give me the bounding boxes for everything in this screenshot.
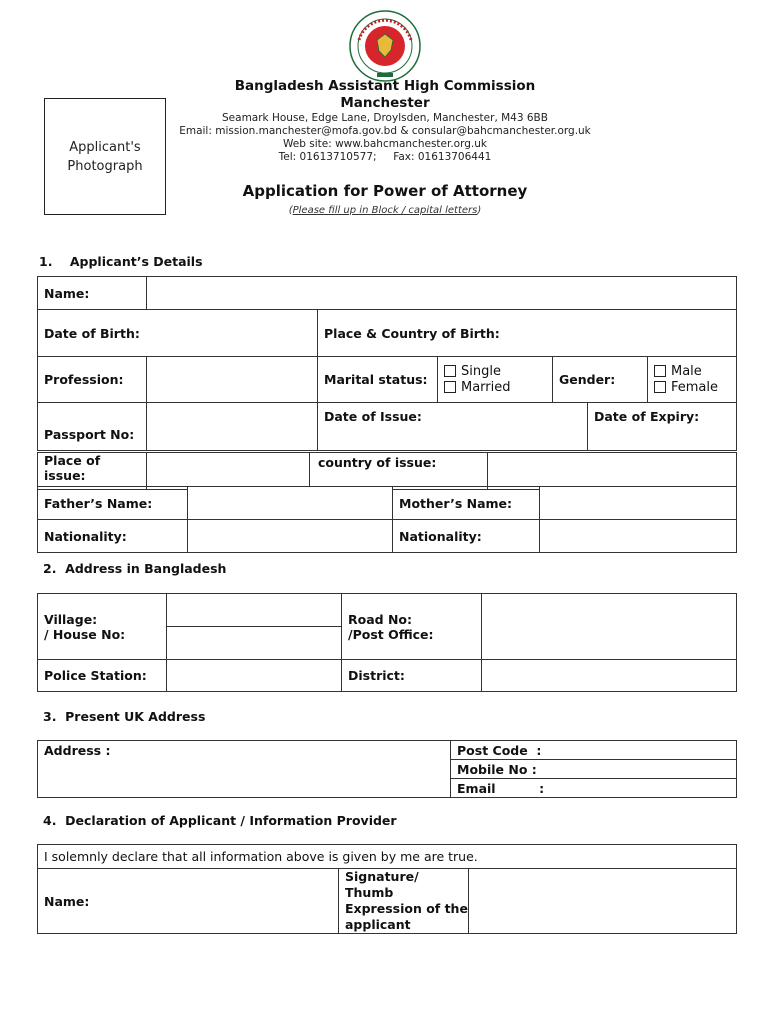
mother-nationality-label: Nationality: — [393, 520, 540, 553]
bangladesh-address-table — [37, 593, 737, 692]
phone-line: Tel: 01613710577; Fax: 01613706441 — [278, 151, 492, 163]
place-country-birth-field[interactable]: Place & Country of Birth: — [318, 310, 737, 357]
gender-options — [648, 357, 737, 403]
mothers-name-input[interactable] — [540, 487, 737, 520]
name-input[interactable] — [147, 277, 737, 310]
name-label: Name: — [38, 277, 147, 310]
father-nationality-label: Nationality: — [38, 520, 188, 553]
fathers-name-input[interactable] — [188, 487, 393, 520]
section3-heading: 3. Present UK Address — [43, 709, 206, 724]
house-no-input[interactable] — [167, 627, 342, 660]
declaration-table — [37, 844, 737, 934]
country-of-issue-label: country of issue: — [310, 453, 488, 490]
organization-contact — [150, 112, 620, 164]
police-station-label: Police Station: — [38, 660, 167, 692]
email-field[interactable]: Email : — [451, 779, 737, 798]
place-of-issue-table — [37, 452, 737, 490]
place-of-issue-label: Place of issue: — [38, 453, 147, 490]
married-checkbox[interactable] — [444, 381, 456, 393]
government-seal-icon — [349, 10, 421, 82]
mothers-name-label: Mother’s Name: — [393, 487, 540, 520]
section4-heading: 4. Declaration of Applicant / Information Provider — [43, 813, 397, 828]
district-label: District: — [342, 660, 482, 692]
form-subtitle: (Please fill up in Block / capital letters) — [288, 205, 482, 216]
mother-nationality-input[interactable] — [540, 520, 737, 553]
form-title: Application for Power of Attorney — [242, 182, 528, 200]
mobile-no-field[interactable]: Mobile No : — [451, 760, 737, 779]
email-line: Email: mission.manchester@mofa.gov.bd & consular@bahcmanchester.org.uk — [179, 125, 591, 137]
signature-input[interactable] — [469, 869, 737, 934]
fathers-name-label: Father’s Name: — [38, 487, 188, 520]
road-post-office-label: Road No: /Post Office: — [342, 594, 482, 660]
dob-field[interactable]: Date of Birth: — [38, 310, 318, 357]
address-line: Seamark House, Edge Lane, Droylsden, Manchester, M43 6BB — [222, 112, 548, 124]
country-of-issue-input[interactable] — [488, 453, 737, 490]
date-of-expiry-field[interactable]: Date of Expiry: — [588, 403, 737, 451]
declarant-name-field[interactable]: Name: — [38, 869, 339, 934]
profession-input[interactable] — [147, 357, 318, 403]
police-station-input[interactable] — [167, 660, 342, 692]
website-line: Web site: www.bahcmanchester.org.uk — [283, 138, 487, 150]
village-input[interactable] — [167, 594, 342, 627]
photo-label-line1: Applicant's — [69, 139, 141, 155]
uk-address-table — [37, 740, 737, 798]
gender-label: Gender: — [553, 357, 648, 403]
marital-status-options — [438, 357, 553, 403]
post-code-field[interactable]: Post Code : — [451, 741, 737, 760]
section1-heading: 1. Applicant’s Details — [39, 254, 203, 269]
male-checkbox[interactable] — [654, 365, 666, 377]
profession-label: Profession: — [38, 357, 147, 403]
female-option[interactable]: Female — [654, 380, 736, 396]
parents-table — [37, 486, 737, 553]
male-option[interactable]: Male — [654, 364, 736, 380]
father-nationality-input[interactable] — [188, 520, 393, 553]
village-house-label: Village: / House No: — [38, 594, 167, 660]
uk-address-field[interactable]: Address : — [38, 741, 451, 798]
signature-label: Signature/ Thumb Expression of the applicant — [339, 869, 469, 934]
female-checkbox[interactable] — [654, 381, 666, 393]
applicant-details-table — [37, 276, 737, 451]
married-option[interactable]: Married — [444, 380, 552, 396]
applicant-photograph-box[interactable] — [44, 98, 166, 215]
photo-label-line2: Photograph — [67, 158, 143, 174]
single-option[interactable]: Single — [444, 364, 552, 380]
single-checkbox[interactable] — [444, 365, 456, 377]
marital-status-label: Marital status: — [318, 357, 438, 403]
declaration-text: I solemnly declare that all information above is given by me are true. — [38, 845, 737, 869]
passport-no-input[interactable] — [147, 403, 318, 451]
road-post-office-input[interactable] — [482, 594, 737, 660]
district-input[interactable] — [482, 660, 737, 692]
passport-no-label: Passport No: — [38, 403, 147, 451]
place-of-issue-input[interactable] — [147, 453, 310, 490]
organization-name: Bangladesh Assistant High Commission Manchester — [234, 78, 536, 111]
date-of-issue-field[interactable]: Date of Issue: — [318, 403, 588, 451]
section2-heading: 2. Address in Bangladesh — [43, 561, 227, 576]
